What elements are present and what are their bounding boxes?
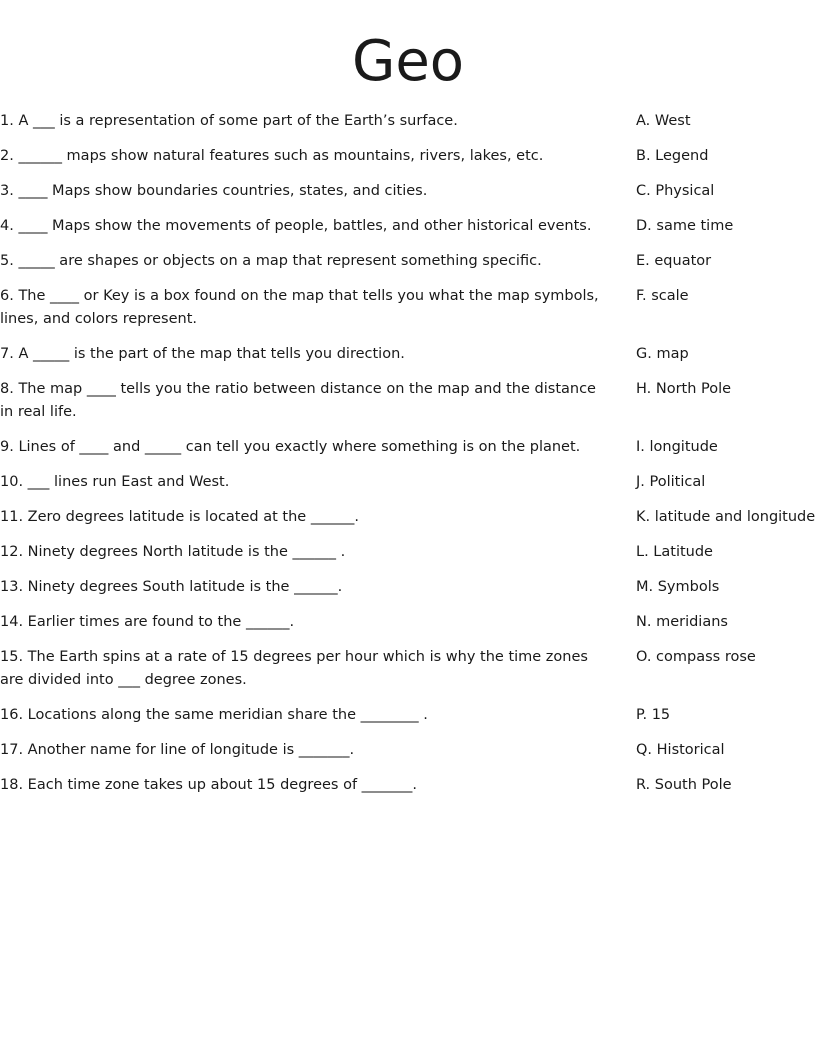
worksheet-row: [0, 774, 816, 797]
answer-choice: M. Symbols: [636, 579, 720, 595]
worksheet-row: [0, 215, 816, 238]
question-item: 7. A _____ is the part of the map that tells you direction.: [0, 346, 405, 362]
question-item: 11. Zero degrees latitude is located at the ______.: [0, 509, 359, 525]
answer-choice: F. scale: [636, 288, 689, 304]
question-item: 8. The map ____ tells you the ratio between distance on the map and the distance in real life.: [0, 381, 596, 420]
answer-choice: L. Latitude: [636, 544, 713, 560]
worksheet-row: [0, 646, 816, 692]
worksheet-row: [0, 704, 816, 727]
answer-choice: C. Physical: [636, 183, 715, 199]
question-item: 3. ____ Maps show boundaries countries, states, and cities.: [0, 183, 428, 199]
question-item: 14. Earlier times are found to the ______.: [0, 614, 295, 630]
answer-choice: E. equator: [636, 253, 712, 269]
matching-worksheet: [0, 110, 816, 809]
answer-choice: H. North Pole: [636, 381, 732, 397]
answer-choice: P. 15: [636, 707, 671, 723]
question-item: 1. A ___ is a representation of some part of the Earth’s surface.: [0, 113, 458, 129]
question-item: 9. Lines of ____ and _____ can tell you exactly where something is on the planet.: [0, 439, 581, 455]
question-item: 2. ______ maps show natural features such as mountains, rivers, lakes, etc.: [0, 148, 544, 164]
question-item: 4. ____ Maps show the movements of people, battles, and other historical events.: [0, 218, 592, 234]
question-item: 15. The Earth spins at a rate of 15 degrees per hour which is why the time zones are divided into ___ degree zones.: [0, 649, 588, 688]
worksheet-row: [0, 436, 816, 459]
page-title: Geo: [351, 29, 465, 94]
worksheet-row: [0, 378, 816, 424]
answer-choice: D. same time: [636, 218, 734, 234]
question-item: 10. ___ lines run East and West.: [0, 474, 230, 490]
answer-choice: G. map: [636, 346, 689, 362]
question-item: 18. Each time zone takes up about 15 degrees of _______.: [0, 777, 418, 793]
worksheet-row: [0, 576, 816, 599]
answer-choice: B. Legend: [636, 148, 709, 164]
answer-choice: O. compass rose: [636, 649, 756, 665]
question-item: 16. Locations along the same meridian share the ________ .: [0, 707, 428, 723]
worksheet-row: [0, 541, 816, 564]
worksheet-row: [0, 471, 816, 494]
question-item: 6. The ____ or Key is a box found on the map that tells you what the map symbols, lines, and colors represent.: [0, 288, 599, 327]
answer-choice: N. meridians: [636, 614, 728, 630]
question-item: 12. Ninety degrees North latitude is the ______ .: [0, 544, 346, 560]
worksheet-row: [0, 611, 816, 634]
answer-choice: A. West: [636, 113, 691, 129]
worksheet-row: [0, 110, 816, 133]
answer-choice: Q. Historical: [636, 742, 725, 758]
question-item: 13. Ninety degrees South latitude is the ______.: [0, 579, 343, 595]
worksheet-row: [0, 145, 816, 168]
worksheet-row: [0, 739, 816, 762]
answer-choice: J. Political: [636, 474, 706, 490]
question-item: 17. Another name for line of longitude is _______.: [0, 742, 355, 758]
answer-choice: I. longitude: [636, 439, 718, 455]
worksheet-row: [0, 506, 816, 529]
worksheet-row: [0, 285, 816, 331]
question-item: 5. _____ are shapes or objects on a map that represent something specific.: [0, 253, 542, 269]
answer-choice: R. South Pole: [636, 777, 732, 793]
worksheet-row: [0, 343, 816, 366]
worksheet-row: [0, 180, 816, 203]
worksheet-row: [0, 250, 816, 273]
answer-choice: K. latitude and longitude: [636, 509, 816, 525]
